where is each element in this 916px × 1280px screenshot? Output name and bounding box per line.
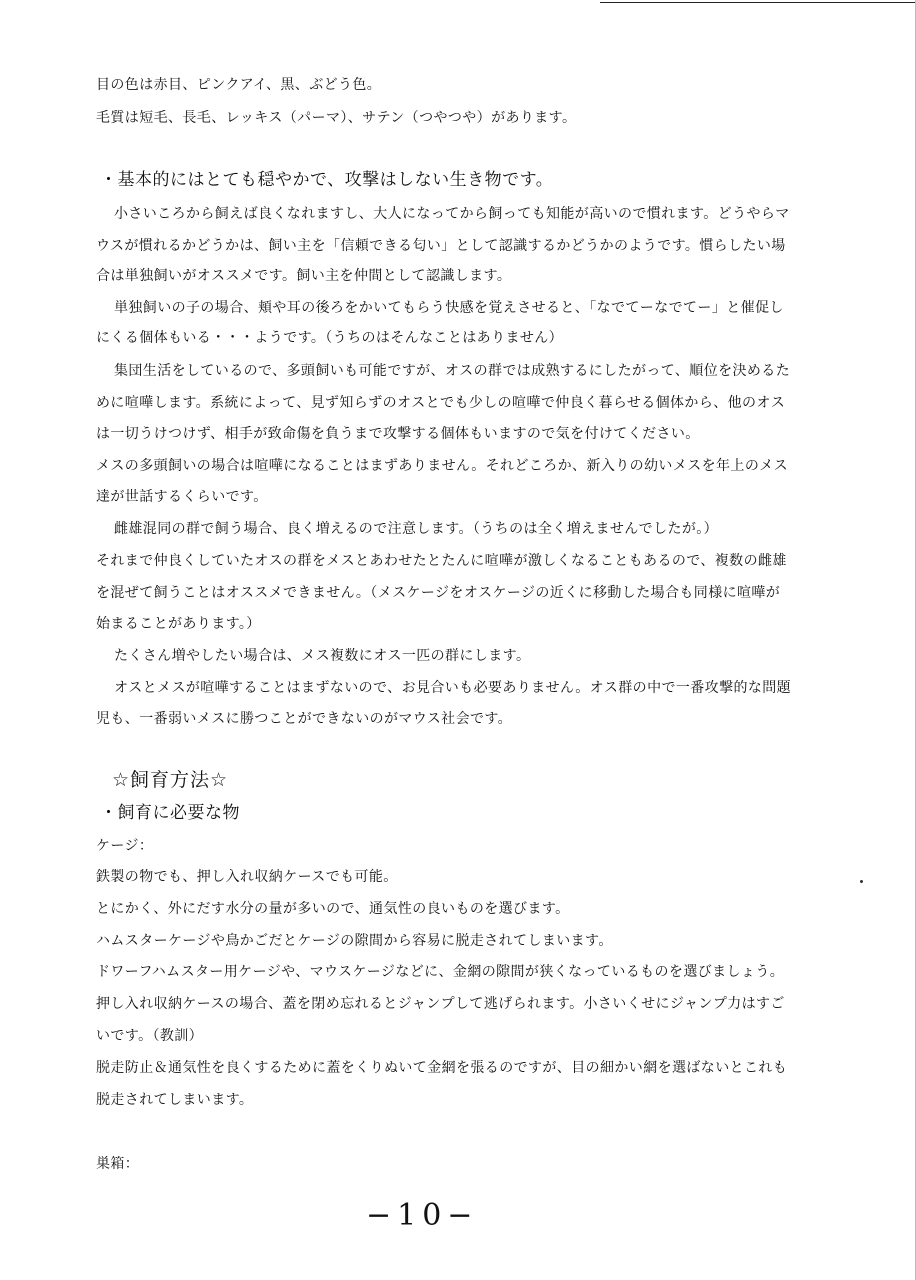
cage-label: ケージ：	[96, 838, 154, 854]
temperament-line: を混ぜて飼うことはオススメできません。（メスケージをオスケージの近くに移動した場合も同様に喧嘩が	[96, 585, 781, 601]
coat-type-line: 毛質は短毛、長毛、レッキス（パーマ）、サテン（つやつや）があります。	[96, 110, 577, 126]
temperament-line: メスの多頭飼いの場合は喧嘩になることはまずありません。それどころか、新入りの幼いメスを年上のメス	[96, 458, 789, 474]
care-subheading: ・飼育に必要な物	[100, 803, 240, 823]
nest-box-label: 巣箱：	[96, 1156, 140, 1172]
cage-line: 脱走防止＆通気性を良くするために蓋をくりぬいて金網を張るのですが、目の細かい網を選ばないとこれも	[96, 1060, 788, 1076]
cage-line: いです。（教訓）	[96, 1028, 204, 1044]
temperament-line: 児も、一番弱いメスに勝つことができないのがマウス社会です。	[96, 711, 513, 727]
temperament-heading: ・基本的にはとても穏やかで、攻撃はしない生き物です。	[100, 170, 554, 190]
cage-line: ドワーフハムスター用ケージや、マウスケージなどに、金網の隙間が狭くなっているものを選びましょう。	[96, 964, 785, 980]
scan-speck	[860, 880, 863, 883]
cage-line: 押し入れ収納ケースの場合、蓋を閉め忘れるとジャンプして逃げられます。小さいくせにジャンプ力はすご	[96, 996, 785, 1012]
temperament-line: 小さいころから飼えば良くなれますし、大人になってから飼っても知能が高いので慣れます。どうやらマ	[114, 206, 790, 222]
temperament-line: 雌雄混同の群で飼う場合、良く増えるので注意します。（うちのは全く増えませんでしたが。）	[114, 521, 719, 537]
scan-edge-top	[600, 2, 916, 3]
temperament-line: 集団生活をしているので、多頭飼いも可能ですが、オスの群では成熟するにしたがって、順位を決めるた	[114, 363, 791, 379]
cage-line: とにかく、外にだす水分の量が多いので、通気性の良いものを選びます。	[96, 901, 570, 917]
temperament-line: 単独飼いの子の場合、頬や耳の後ろをかいてもらう快感を覚えさせると、「なでてーなでてー」と催促し	[114, 300, 784, 316]
temperament-line: それまで仲良くしていたオスの群をメスとあわせたとたんに喧嘩が激しくなることもあるので、複数の雌雄	[96, 553, 787, 569]
cage-line: 鉄製の物でも、押し入れ収納ケースでも可能。	[96, 869, 398, 885]
page-number: −10−	[366, 1198, 479, 1233]
temperament-line: 始まることがあります。）	[96, 616, 261, 632]
cage-line: ハムスターケージや鳥かごだとケージの隙間から容易に脱走されてしまいます。	[96, 933, 613, 949]
temperament-line: たくさん増やしたい場合は、メス複数にオス一匹の群にします。	[114, 648, 531, 664]
temperament-line: オスとメスが喧嘩することはまずないので、お見合いも必要ありません。オス群の中で一番攻撃的な問題	[114, 680, 792, 696]
temperament-line: 達が世話するくらいです。	[96, 489, 268, 505]
temperament-line: ウスが慣れるかどうかは、飼い主を「信頼できる匂い」として認識するかどうかのようです。慣らしたい場	[96, 238, 786, 254]
care-section-title: ☆飼育方法☆	[112, 769, 229, 791]
eye-color-line: 目の色は赤目、ピンクアイ、黒、ぶどう色。	[96, 77, 382, 93]
temperament-line: めに喧嘩します。系統によって、見ず知らずのオスとでも少しの喧嘩で仲良く暮らせる個体から、他のオス	[96, 395, 786, 411]
temperament-line: は一切うけつけず、相手が致命傷を負うまで攻撃する個体もいますので気を付けてください。	[96, 426, 700, 442]
temperament-line: にくる個体もいる・・・ようです。（うちのはそんなことはありません）	[96, 330, 564, 346]
temperament-line: 合は単独飼いがオススメです。飼い主を仲間として認識します。	[96, 268, 512, 284]
cage-line: 脱走されてしまいます。	[96, 1092, 254, 1108]
